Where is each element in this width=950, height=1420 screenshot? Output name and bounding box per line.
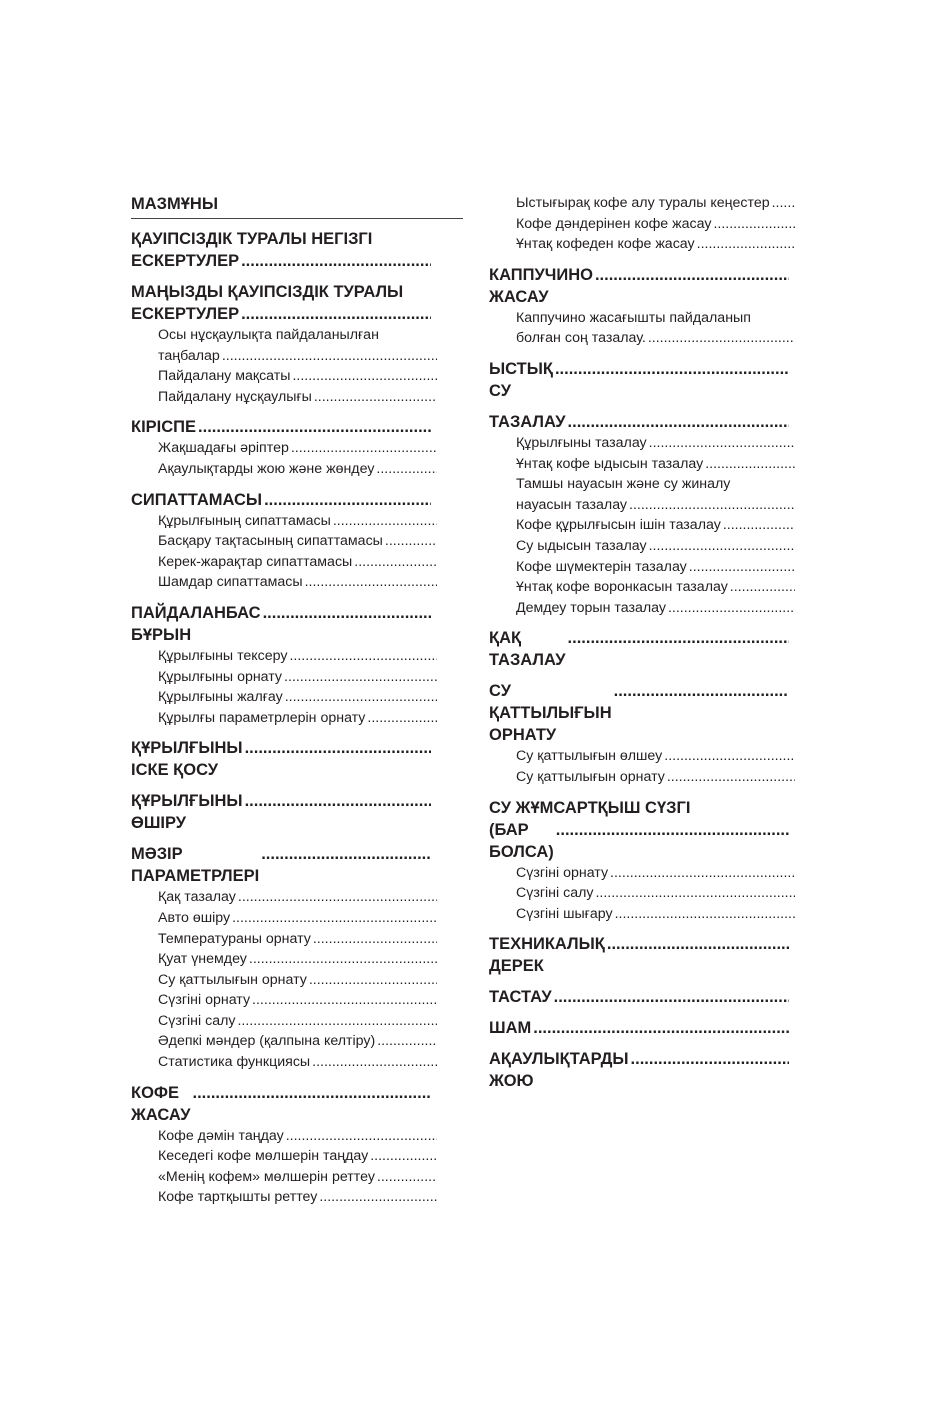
dot-leader <box>385 531 437 552</box>
dot-leader <box>241 250 431 272</box>
dot-leader <box>264 489 431 511</box>
dot-leader <box>198 416 431 438</box>
toc-item-text: Құрылғыны жалғау <box>158 689 283 706</box>
toc-item[interactable] <box>516 598 795 619</box>
toc-section <box>131 489 463 593</box>
subsection-list <box>131 646 463 728</box>
toc-item[interactable] <box>158 970 437 991</box>
toc-item-text: Кофе дәмін таңдау <box>158 1127 284 1144</box>
toc-item-text: Құрылғыны тазалау <box>516 434 647 451</box>
dot-leader <box>377 1167 437 1188</box>
dot-leader <box>263 602 431 624</box>
dot-leader <box>555 358 789 380</box>
subsection-list <box>489 433 799 618</box>
subsection-list <box>489 193 799 255</box>
toc-item[interactable] <box>516 474 799 515</box>
toc-section <box>489 933 799 977</box>
section-heading[interactable]: МАҢЫЗДЫ ҚАУІПСІЗДІК ТУРАЛЫ <box>131 283 404 301</box>
toc-right-column <box>489 193 799 1101</box>
dot-leader <box>249 949 437 970</box>
toc-item-text: Құрылғының сипаттамасы <box>158 512 331 529</box>
section-heading-text: МӘЗІР ПАРАМЕТРЛЕРІ <box>131 845 260 886</box>
toc-item-text: Су қаттылығын орнату <box>516 768 665 785</box>
toc-item-text: Кофе дәндерінен кофе жасау <box>516 215 712 232</box>
dot-leader <box>354 552 437 573</box>
toc-item[interactable] <box>516 536 795 557</box>
section-heading[interactable]: СУ ЖҰМСАРТҚЫШ СҮЗГІ <box>489 798 691 817</box>
dot-leader <box>289 646 437 667</box>
section-heading-text: (БАР БОЛСА) <box>489 820 554 861</box>
toc-item[interactable] <box>158 1011 437 1032</box>
section-heading-text: ЫСТЫҚ СУ <box>489 359 553 400</box>
section-heading[interactable] <box>131 602 431 646</box>
dot-leader <box>313 929 437 950</box>
subsection-list <box>131 511 463 593</box>
toc-item-text: Кофе құрылғысын ішін тазалау <box>516 517 721 534</box>
toc-section <box>131 602 463 728</box>
section-heading[interactable] <box>489 933 789 977</box>
dot-leader <box>367 708 437 729</box>
toc-item-text: Ұнтақ кофе воронкасын тазалау <box>516 579 728 596</box>
toc-section <box>489 193 799 255</box>
dot-leader <box>309 970 437 991</box>
subsection-list <box>131 325 463 407</box>
dot-leader <box>614 680 789 702</box>
dot-leader <box>232 908 437 929</box>
section-heading-text: ПАЙДАЛАНБАС БҰРЫН <box>131 603 261 644</box>
toc-item-text: Статистика функциясы <box>158 1054 311 1071</box>
toc-item-text-line2: таңбалар <box>158 347 220 364</box>
toc-item[interactable] <box>516 193 795 214</box>
toc-item-text: Ұнтақ кофеден кофе жасау <box>516 236 695 253</box>
dot-leader <box>261 843 431 865</box>
dot-leader <box>595 264 789 286</box>
toc-section <box>489 627 799 671</box>
toc-section <box>131 843 463 1072</box>
toc-item[interactable] <box>158 1052 437 1073</box>
toc-item[interactable] <box>158 1031 437 1052</box>
toc-item[interactable] <box>516 234 795 255</box>
section-heading[interactable] <box>131 843 431 887</box>
dot-leader <box>286 1126 437 1147</box>
subsection-list <box>489 863 799 925</box>
toc-item[interactable] <box>516 883 795 904</box>
dot-leader <box>377 1031 437 1052</box>
toc-item-text: Демдеу торын тазалау <box>516 599 666 616</box>
toc-item-text: Кофе тартқышты реттеу <box>158 1189 318 1206</box>
dot-leader <box>649 433 795 454</box>
toc-right-sections <box>489 193 799 1092</box>
section-heading[interactable] <box>131 1082 431 1126</box>
dot-leader <box>285 687 437 708</box>
section-heading-text: КАППУЧИНО ЖАСАУ <box>489 265 593 306</box>
toc-item[interactable] <box>516 746 795 767</box>
toc-item-text: Ұнтақ кофе ыдысын тазалау <box>516 455 704 472</box>
toc-item[interactable] <box>158 949 437 970</box>
toc-section <box>489 264 799 349</box>
toc-section <box>489 1017 799 1039</box>
toc-item[interactable] <box>516 557 795 578</box>
toc-item-text: Керек-жарақтар сипаттамасы <box>158 553 353 570</box>
section-heading-text: ТЕХНИКАЛЫҚ ДЕРЕК <box>489 935 605 976</box>
toc-item-text: «Менің кофем» мөлшерін реттеу <box>158 1168 375 1185</box>
dot-leader <box>667 767 795 788</box>
toc-item-text: Ақаулықтарды жою және жөндеу <box>158 460 375 477</box>
section-heading-text: КІРІСПЕ <box>131 418 197 437</box>
toc-item[interactable] <box>158 990 437 1011</box>
dot-leader <box>238 887 437 908</box>
toc-item-text: Су ыдысын тазалау <box>516 537 647 554</box>
dot-leader <box>312 1052 437 1073</box>
dot-leader <box>689 557 795 578</box>
toc-item[interactable] <box>516 308 799 349</box>
toc-item-text-line2: науасын тазалау <box>516 496 628 513</box>
dot-leader <box>568 411 789 433</box>
dot-leader <box>284 667 437 688</box>
dot-leader <box>772 193 795 214</box>
subsection-list <box>131 887 463 1072</box>
toc-section <box>131 737 463 781</box>
toc-item-text: Әдепкі мәндер (қалпына келтіру) <box>158 1033 376 1050</box>
toc-item[interactable] <box>158 387 437 408</box>
section-heading[interactable] <box>489 627 789 671</box>
dot-leader <box>333 511 437 532</box>
dot-leader <box>607 933 789 955</box>
toc-item[interactable] <box>158 1187 437 1208</box>
toc-section <box>131 1082 463 1208</box>
toc-item-text: Пайдалану нұсқаулығы <box>158 388 312 405</box>
section-heading[interactable] <box>131 737 431 781</box>
toc-item-text: Құрылғыны тексеру <box>158 647 288 664</box>
toc-item[interactable] <box>516 433 795 454</box>
dot-leader <box>664 746 795 767</box>
section-heading[interactable] <box>489 1017 789 1039</box>
toc-item-text: Басқару тақтасының сипаттамасы <box>158 533 383 550</box>
toc-item-text: Температураны орнату <box>158 930 311 947</box>
section-heading-text: КОФЕ ЖАСАУ <box>131 1083 191 1124</box>
toc-item[interactable] <box>158 646 437 667</box>
toc-item[interactable] <box>158 531 437 552</box>
dot-leader <box>305 572 437 593</box>
dot-leader <box>713 214 795 235</box>
toc-item[interactable] <box>516 904 795 925</box>
section-heading-text: ҚҰРЫЛҒЫНЫ ІСКЕ ҚОСУ <box>131 739 243 780</box>
toc-item[interactable] <box>158 687 437 708</box>
subsection-list <box>489 308 799 349</box>
toc-item[interactable] <box>516 515 795 536</box>
toc-item-text: Су қаттылығын орнату <box>158 971 307 988</box>
subsection-list <box>489 746 799 787</box>
toc-section <box>489 411 799 618</box>
dot-leader <box>241 303 431 325</box>
section-heading-text: ЕСКЕРТУЛЕР <box>131 305 240 323</box>
section-heading-text: СИПАТТАМАСЫ <box>131 490 263 509</box>
dot-leader <box>291 438 437 459</box>
toc-item-text: Сүзгіні салу <box>158 1012 236 1029</box>
section-heading[interactable] <box>131 416 431 438</box>
section-heading[interactable] <box>489 986 789 1008</box>
toc-item-text: Сүзгіні орнату <box>516 864 609 881</box>
section-heading[interactable]: ҚАУІПСІЗДІК ТУРАЛЫ НЕГІЗГІ <box>131 230 373 248</box>
toc-section <box>489 680 799 787</box>
dot-leader <box>533 1017 789 1039</box>
toc-item-text: Сүзгіні шығару <box>516 905 613 922</box>
toc-item-text: Осы нұсқаулықта пайдаланылған <box>158 327 379 343</box>
section-heading-text: ҚҰРЫЛҒЫНЫ ӨШІРУ <box>131 792 243 833</box>
toc-item[interactable] <box>158 1167 437 1188</box>
dot-leader <box>237 1011 437 1032</box>
dot-leader <box>668 598 795 619</box>
toc-item[interactable] <box>158 929 437 950</box>
toc-title: МАЗМҰНЫ <box>131 193 463 219</box>
dot-leader <box>370 1146 437 1167</box>
toc-section <box>131 228 463 272</box>
toc-item-text: Құрылғыны орнату <box>158 668 283 685</box>
section-heading-text: АҚАУЛЫҚТАРДЫ ЖОЮ <box>489 1050 629 1091</box>
toc-item-text: Тамшы науасын және су жиналу <box>516 476 731 493</box>
toc-section <box>131 416 463 479</box>
toc-item[interactable] <box>158 325 463 366</box>
dot-leader <box>697 234 795 255</box>
dot-leader <box>292 366 437 387</box>
toc-section <box>489 797 799 925</box>
toc-item[interactable] <box>158 708 437 729</box>
subsection-list <box>131 1126 463 1208</box>
dot-leader <box>631 1048 789 1070</box>
subsection-list <box>131 438 463 479</box>
toc-item[interactable] <box>158 1146 437 1167</box>
section-heading-line2[interactable] <box>131 303 431 325</box>
section-heading-text: ЕСКЕРТУЛЕР <box>131 252 240 270</box>
toc-item[interactable] <box>158 552 437 573</box>
toc-item[interactable] <box>158 908 437 929</box>
section-heading-text: ҚАҚ ТАЗАЛАУ <box>489 629 566 670</box>
dot-leader <box>568 627 789 649</box>
toc-item[interactable] <box>158 887 437 908</box>
section-heading[interactable] <box>131 790 431 834</box>
toc-item-text: Құрылғы параметрлерін орнату <box>158 709 366 726</box>
section-heading[interactable] <box>489 411 789 433</box>
section-heading[interactable] <box>489 1048 789 1092</box>
dot-leader <box>629 495 795 516</box>
toc-item[interactable] <box>158 572 437 593</box>
section-heading-text: ТАСТАУ <box>489 988 552 1007</box>
toc-item[interactable] <box>158 667 437 688</box>
toc-item[interactable] <box>158 438 437 459</box>
toc-item-text: Су қаттылығын өлшеу <box>516 748 663 765</box>
toc-item-text: Авто өшіру <box>158 909 231 926</box>
toc-item-text: Қақ тазалау <box>158 889 236 906</box>
toc-item[interactable] <box>516 863 795 884</box>
toc-item-text: Кофе шүмектерін тазалау <box>516 558 687 575</box>
toc-section <box>489 358 799 402</box>
toc-item-text: Сүзгіні салу <box>516 885 594 902</box>
toc-item[interactable] <box>516 577 795 598</box>
toc-item-text: Каппучино жасағышты пайдаланып <box>516 309 751 326</box>
toc-item-text: Кеседегі кофе мөлшерін таңдау <box>158 1148 369 1165</box>
dot-leader <box>245 790 431 812</box>
toc-item[interactable] <box>516 767 795 788</box>
dot-leader <box>192 1082 431 1104</box>
dot-leader <box>319 1187 437 1208</box>
dot-leader <box>649 536 795 557</box>
dot-leader <box>723 515 795 536</box>
toc-item[interactable] <box>158 1126 437 1147</box>
dot-leader <box>595 883 795 904</box>
dot-leader <box>705 454 795 475</box>
dot-leader <box>556 819 789 841</box>
dot-leader <box>610 863 795 884</box>
toc-section <box>489 986 799 1008</box>
toc-section <box>489 1048 799 1092</box>
dot-leader <box>554 986 789 1008</box>
dot-leader <box>376 459 437 480</box>
toc-section <box>131 281 463 407</box>
toc-item[interactable] <box>158 366 437 387</box>
dot-leader <box>730 577 795 598</box>
dot-leader <box>615 904 795 925</box>
section-heading-text: СУ ҚАТТЫЛЫҒЫН ОРНАТУ <box>489 682 612 745</box>
toc-item-text: Шамдар сипаттамасы <box>158 574 303 591</box>
dot-leader <box>648 328 795 349</box>
dot-leader <box>314 387 437 408</box>
toc-item-text: Пайдалану мақсаты <box>158 368 291 385</box>
dot-leader <box>222 346 437 367</box>
toc-item-text: Қуат үнемдеу <box>158 951 247 968</box>
toc-left-sections <box>131 228 463 1208</box>
section-heading[interactable] <box>489 358 789 402</box>
toc-item[interactable] <box>516 454 795 475</box>
toc-item-text: Жақшадағы әріптер <box>158 440 289 457</box>
dot-leader <box>245 737 431 759</box>
toc-item-text: Сүзгіні орнату <box>158 992 251 1009</box>
toc-item[interactable] <box>158 511 437 532</box>
section-heading-line2[interactable] <box>489 819 789 863</box>
section-heading-text: ШАМ <box>489 1019 532 1038</box>
toc-left-column <box>131 193 463 1217</box>
section-heading-text: ТАЗАЛАУ <box>489 412 566 431</box>
section-heading[interactable] <box>489 264 789 308</box>
dot-leader <box>252 990 437 1011</box>
toc-item[interactable] <box>516 214 795 235</box>
toc-item-text-line2: болған соң тазалау. <box>516 330 646 347</box>
toc-item-text: Ыстығырақ кофе алу туралы кеңестер <box>516 195 770 211</box>
toc-section <box>131 790 463 834</box>
section-heading[interactable] <box>489 680 789 746</box>
toc-item[interactable] <box>158 459 437 480</box>
section-heading[interactable] <box>131 489 431 511</box>
section-heading-line2[interactable] <box>131 250 431 272</box>
